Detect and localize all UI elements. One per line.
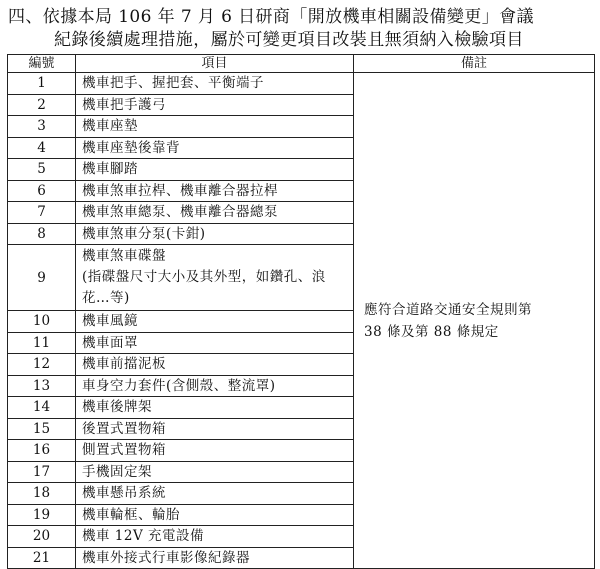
row-item xyxy=(76,332,354,354)
row-item xyxy=(76,440,354,462)
row-number: 1 xyxy=(8,73,76,95)
row-number: 18 xyxy=(8,483,76,505)
row-item xyxy=(76,461,354,483)
row-number: 9 xyxy=(8,245,76,311)
row-number: 21 xyxy=(8,547,76,569)
table-row xyxy=(8,73,595,95)
row-item-line: (指碟盤尺寸大小及其外型，如鑽孔、浪 xyxy=(82,269,326,285)
row-item-line: 機車前擋泥板 xyxy=(82,356,166,373)
row-item-line: 機車煞車總泵、機車離合器總泵 xyxy=(82,204,278,221)
row-number: 15 xyxy=(8,418,76,440)
row-number: 11 xyxy=(8,332,76,354)
row-item-line: 機車外接式行車影像紀錄器 xyxy=(82,549,250,566)
row-number: 20 xyxy=(8,526,76,548)
row-item-line: 手機固定架 xyxy=(82,463,152,480)
row-number: 4 xyxy=(8,137,76,159)
heading-line-1: 四、依據本局 106 年 7 月 6 日研商「開放機車相關設備變更」會議 xyxy=(8,7,534,27)
row-number: 13 xyxy=(8,375,76,397)
row-item xyxy=(76,375,354,397)
row-item-line: 機車把手、握把套、平衡端子 xyxy=(82,75,264,92)
row-item xyxy=(76,245,354,311)
row-number: 19 xyxy=(8,504,76,526)
row-item xyxy=(76,483,354,505)
row-item xyxy=(76,202,354,224)
row-item xyxy=(76,73,354,95)
row-item xyxy=(76,418,354,440)
row-item-line: 機車煞車分泵(卡鉗) xyxy=(82,225,206,242)
row-number: 14 xyxy=(8,397,76,419)
header-item: 項目 xyxy=(76,55,354,73)
row-item-line: 側置式置物箱 xyxy=(82,442,166,459)
row-item-line: 機車座墊 xyxy=(82,118,138,135)
row-item-line: 車身空力套件(含側殼、整流罩) xyxy=(82,377,276,394)
row-item-line: 機車把手護弓 xyxy=(82,96,166,113)
row-number: 16 xyxy=(8,440,76,462)
section-heading xyxy=(6,6,594,52)
row-number: 2 xyxy=(8,94,76,116)
row-item xyxy=(76,223,354,245)
row-item-line: 機車腳踏 xyxy=(82,161,138,178)
table-header-row xyxy=(8,55,595,73)
row-item xyxy=(76,159,354,181)
row-item-line: 機車座墊後靠背 xyxy=(82,139,180,156)
table-body xyxy=(8,73,595,569)
row-item-line: 機車煞車碟盤 xyxy=(82,248,166,264)
row-number: 8 xyxy=(8,223,76,245)
row-item-line: 機車煞車拉桿、機車離合器拉桿 xyxy=(82,182,278,199)
row-item-line: 機車風鏡 xyxy=(82,313,138,330)
remarks-cell xyxy=(354,73,595,569)
row-item xyxy=(76,504,354,526)
modification-items-table xyxy=(7,54,595,569)
row-item xyxy=(76,311,354,333)
row-number: 12 xyxy=(8,354,76,376)
row-item-line: 機車 12V 充電設備 xyxy=(82,528,205,545)
row-item-line: 花…等) xyxy=(82,290,130,306)
row-number: 6 xyxy=(8,180,76,202)
row-number: 17 xyxy=(8,461,76,483)
remarks-line-2: 38 條及第 88 條規定 xyxy=(364,323,499,340)
row-item-line: 機車懸吊系統 xyxy=(82,485,166,502)
row-item-line: 後置式置物箱 xyxy=(82,420,166,437)
row-item-line: 機車後牌架 xyxy=(82,399,152,416)
heading-line-2: 紀錄後續處理措施，屬於可變更項目改裝且無須納入檢驗項目 xyxy=(54,30,524,50)
row-item-line: 機車面罩 xyxy=(82,334,138,351)
header-number: 編號 xyxy=(8,55,76,73)
row-item xyxy=(76,354,354,376)
row-item xyxy=(76,547,354,569)
row-number: 10 xyxy=(8,311,76,333)
row-item xyxy=(76,397,354,419)
row-item-line: 機車輪框、輪胎 xyxy=(82,506,180,523)
row-number: 7 xyxy=(8,202,76,224)
row-number: 3 xyxy=(8,116,76,138)
remarks-line-1: 應符合道路交通安全規則第 xyxy=(364,301,532,318)
row-number: 5 xyxy=(8,159,76,181)
row-item xyxy=(76,94,354,116)
row-item xyxy=(76,180,354,202)
row-item xyxy=(76,137,354,159)
row-item xyxy=(76,526,354,548)
header-note: 備註 xyxy=(354,55,595,73)
row-item xyxy=(76,116,354,138)
